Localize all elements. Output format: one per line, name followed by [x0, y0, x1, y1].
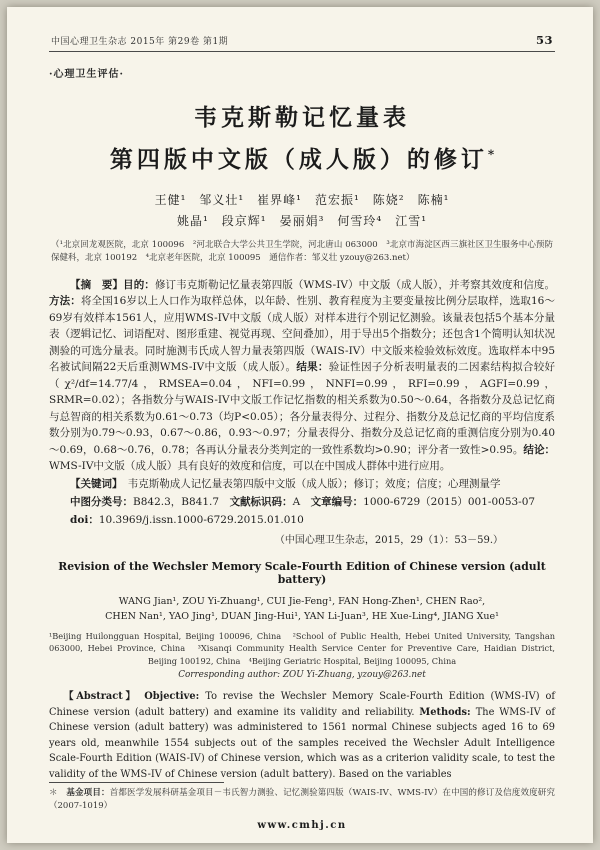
classification-line: 中图分类号：B842.3，B841.7 文献标识码：A 文章编号：1000-6729（2015）001-0053-07: [70, 495, 536, 508]
affiliations-cn: （¹北京回龙观医院，北京 100096 ²河北联合大学公共卫生学院，河北唐山 063000 ³北京市海淀区西三旗社区卫生服务中心预防保健科，北京 100192 ⁴北京老年医院，北京 100095 通信作者：邹义壮 yzouy@263.net）: [51, 239, 553, 264]
english-title: Revision of the Wechsler Memory Scale-Fourth Edition of Chinese version (adult battery): [58, 559, 546, 586]
english-authors-block: [49, 594, 555, 624]
article-title: [49, 100, 555, 178]
doi-line: doi：10.3969/j.issn.1000-6729.2015.01.010: [70, 513, 304, 526]
english-abstract: 【Abstract】 Objective: To revise the Wechsler Memory Scale-Fourth Edition (WMS-IV) of Chinese version (adult battery) and examine its validity and reliability. Methods: The WMS-IV of Chinese version (adult battery) was administered to 1561 normal Chinese subjects aged 16 to 69 years old, meanwhile 1554 subjects out of the samples received the Wechsler Adult Intelligence Scale-Fourth Edition (WAIS-IV) of Chinese version, which was as a criterion validity scale, to test the validity of the WMS-IV of Chinese version (adult battery). Based on the variables: [49, 691, 555, 780]
page-number: 53: [535, 33, 553, 47]
authors-block: [49, 190, 555, 232]
english-affiliations: ¹Beijing Huilongguan Hospital, Beijing 100096, China ²School of Public Health, Hebei United University, Tangshan 063000, Hebei Province, China ³Xisanqi Community Health Service Center for Preventive Care, Haidian District, Beijing 100192, China ⁴Beijing Geriatric Hospital, Beijing 100095, China: [49, 630, 555, 666]
section-label: ·心理卫生评估·: [49, 69, 124, 80]
corresponding-author-line: Corresponding author: ZOU Yi-Zhuang, yzouy@263.net: [178, 670, 426, 681]
title-footnote-marker: *: [487, 147, 495, 161]
journal-website: www.cmhj.cn: [257, 820, 347, 832]
citation-line: （中国心理卫生杂志，2015，29（1）：53－59.）: [274, 534, 503, 546]
english-authors-line-1: WANG Jian¹, ZOU Yi-Zhuang¹, CUI Jie-Feng¹, FAN Hong-Zhen¹, CHEN Rao²,: [118, 595, 486, 607]
authors-line-1: 王健¹ 邹义壮¹ 崔界峰¹ 范宏振¹ 陈娆² 陈楠¹: [154, 192, 450, 207]
abstract-cn: 【摘 要】目的：修订韦克斯勒记忆量表第四版（WMS-IV）中文版（成人版），并考察其效度和信度。方法：将全国16岁以上人口作为取样总体，以年龄、性别、教育程度为主要变量按比例分层取样，选取16～69岁有效样本1561人，应用WMS-IV中文版（成人版）对样本进行个别记忆测验。该量表包括5个基本分量表（逻辑记忆、词语配对、图形重建、视觉再现、空间叠加），用于导出5个指数分；还包含1个简明认知状况测验的可选分量表。同时施测韦氏成人智力量表第四版（WAIS-IV）中文版来检验效标效度。选取样本中95名被试间隔22天后重测WMS-IV中文版（成人版）。结果：验证性因子分析表明量表的二因素结构拟合较好（χ²/df=14.77/4，RMSEA=0.04，NFI=0.99，NNFI=0.99，RFI=0.99，AGFI=0.99，SRMR=0.02）；各指数分与WAIS-IV中文版工作记忆指数的相关系数为0.50～0.64，各指数分及总记忆商与总智商的相关系数为0.61～0.73（均P<0.05）；各分量表得分、过程分、指数分及总记忆商的平均信度系数分别为0.79～0.93，0.67～0.86，0.93～0.97；分量表得分、指数分及总记忆商的重测信度分别为0.40～0.69，0.68～0.76，0.78；各再认分量表分类判定的一致性系数均>0.90；评分者一致性>0.95。结论：WMS-IV中文版（成人版）具有良好的效度和信度，可以在中国成人群体中进行应用。: [49, 278, 556, 473]
page-header: [49, 33, 555, 52]
article-title-line2: [110, 146, 494, 173]
footnote-divider: [49, 782, 224, 783]
article-title-line1: 韦克斯勒记忆量表: [194, 104, 410, 131]
journal-info: 中国心理卫生杂志 2015年 第29卷 第1期: [51, 37, 229, 47]
journal-page: [7, 7, 593, 843]
page-bottom: [49, 782, 555, 831]
funding-footnote: ＊ 基金项目：首都医学发展科研基金项目－韦氏智力测验、记忆测验第四版（WAIS-IV、WMS-IV）在中国的修订及信度效度研究（2007-1019）: [49, 788, 555, 812]
article-title-line2-text: 第四版中文版（成人版）的修订: [109, 145, 488, 173]
keywords-line: 【关键词】 韦克斯勒成人记忆量表第四版中文版（成人版）；修订；效度；信度；心理测量学: [70, 477, 501, 490]
authors-line-2: 姚晶¹ 段京辉¹ 晏丽娟³ 何雪玲⁴ 江雪¹: [176, 213, 428, 228]
english-authors-line-2: CHEN Nan¹, YAO Jing¹, DUAN Jing-Hui¹, YAN Li-Juan³, HE Xue-Ling⁴, JIANG Xue¹: [105, 610, 499, 622]
